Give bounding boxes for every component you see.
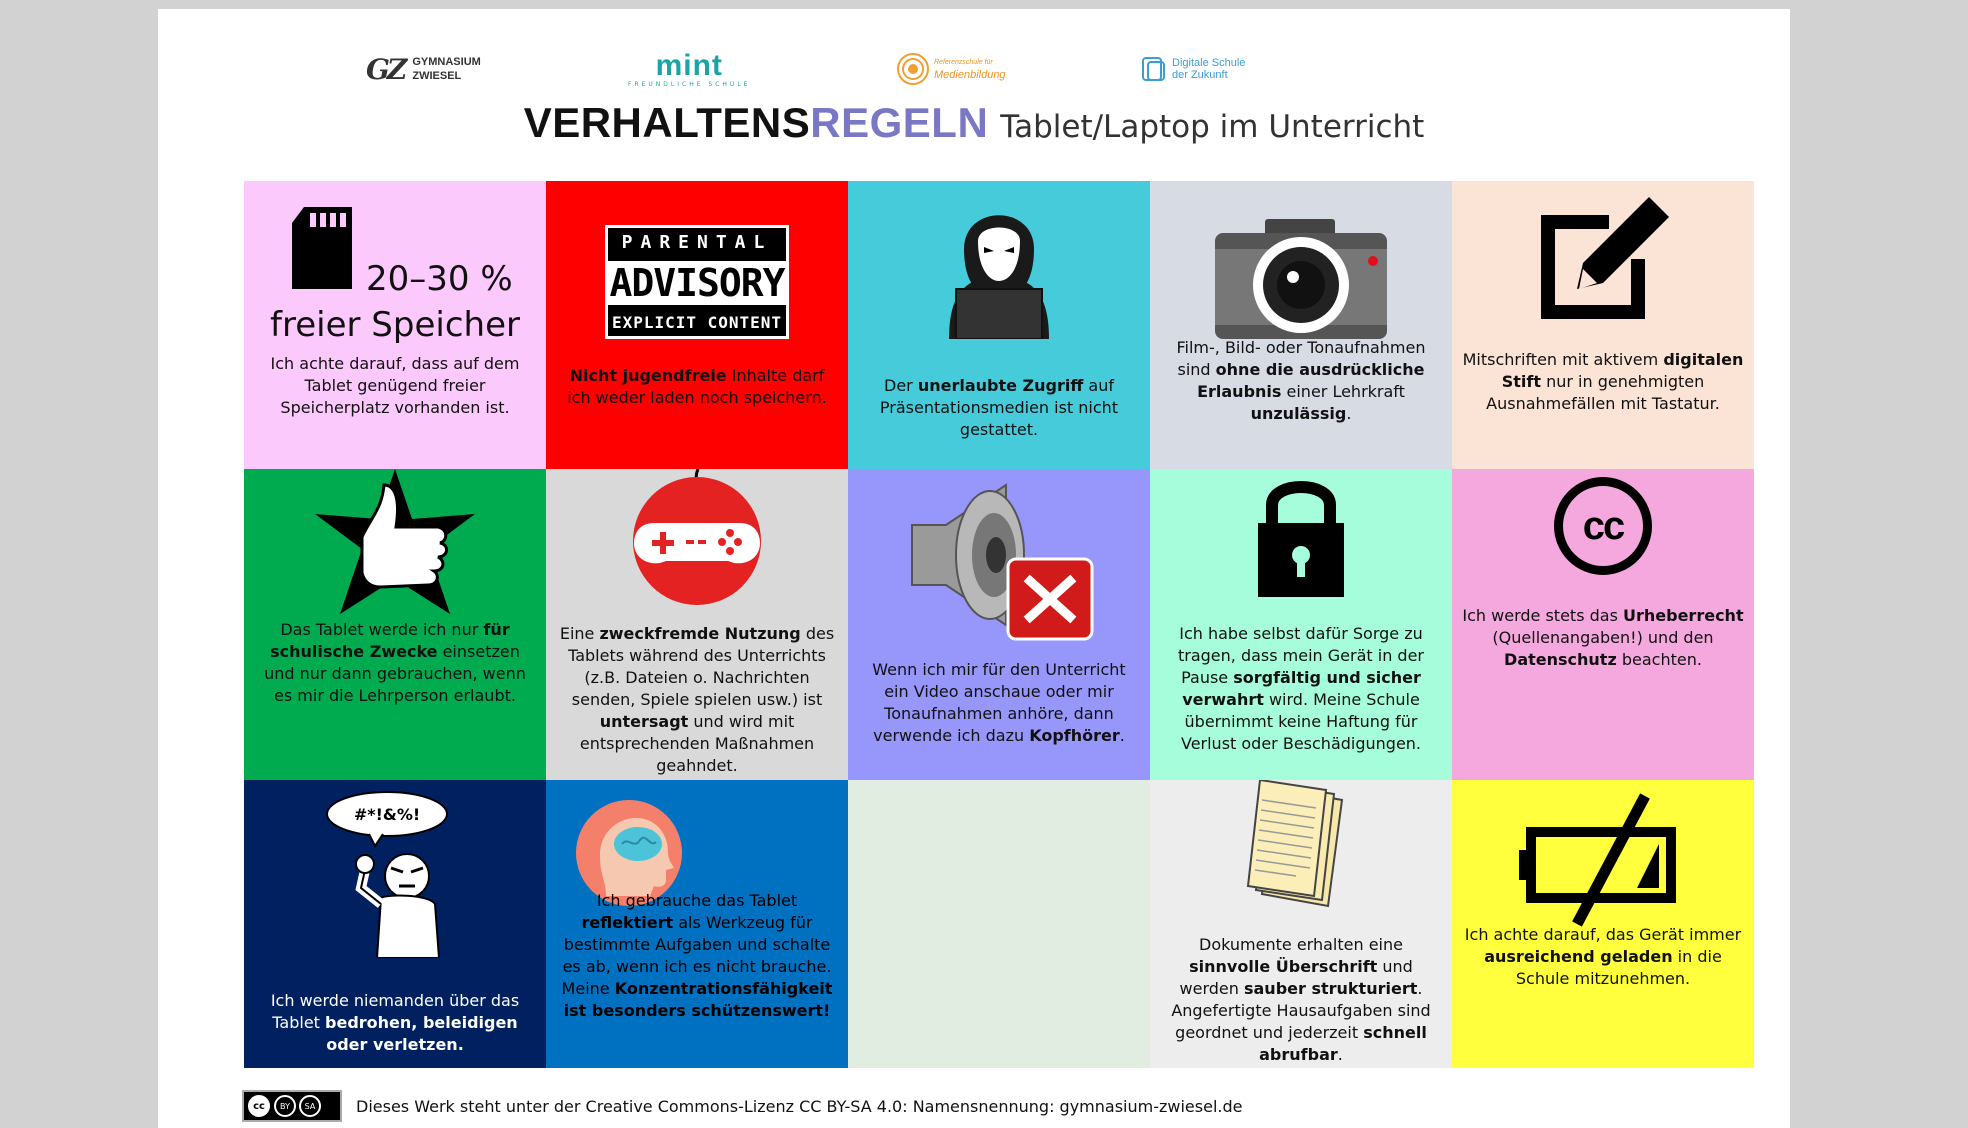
page-title [158,99,1790,147]
headphones-text: Wenn ich mir für den Unterricht ein Video anschaue oder mir Tonaufnahmen anhöre, dann verwende ich dazu Kopfhörer. [872,660,1126,745]
rule-headphones [848,469,1150,780]
cc-badge-icon: cc [248,1095,270,1117]
hacker-icon [934,189,1064,339]
pa-line1: PARENTAL [621,232,773,253]
storage-headline: freier Speicher [270,305,520,345]
rule-secure-storage [1150,469,1452,780]
medienbildung-small: Referenzschule für [934,59,993,66]
digitale-schule-line2: der Zukunft [1172,69,1228,81]
rule-digital-pen [1452,181,1754,469]
copyright-text: Ich werde stets das Urheberrecht (Quellenangaben!) und den Datenschutz beachten. [1462,606,1744,669]
rule-school-purpose [244,469,546,780]
pen-text: Mitschriften mit aktivem digitalen Stift nur in genehmigten Ausnahmefällen mit Tastatur. [1462,350,1744,413]
rule-free-storage [244,181,546,469]
license-text: Dieses Werk steht unter der Creative Commons-Lizenz CC BY-SA 4.0: Namensnennung: gymnasium-zwiesel.de [356,1096,1243,1116]
school-purpose-text: Das Tablet werde ich nur für schulische Zwecke einsetzen und nur dann gebrauchen, wenn es mir die Lehrperson erlaubt. [264,620,526,705]
game-controller-icon [630,469,764,609]
rule-unauthorized-access [848,181,1150,469]
medienbildung-emblem-icon [896,52,930,86]
logo-bar [158,39,1790,99]
speaker-muted-icon [902,475,1096,645]
misuse-text: Eine zweckfremde Nutzung des Tablets während des Unterrichts (z.B. Dateien o. Nachrichten senden, Spiele spielen usw.) ist untersagt und wird mit entsprechenden Maßnahmen geahndet. [559,624,835,775]
rules-grid [244,181,1754,1077]
battery-text: Ich achte darauf, das Gerät immer ausreichend geladen in die Schule mitzunehmen. [1464,925,1742,988]
low-battery-icon [1517,792,1689,928]
camera-icon [1215,219,1387,339]
rule-copyright [1452,469,1754,780]
sd-card-icon [290,207,356,293]
rule-reflective-use [546,780,848,1068]
mint-logo-text: mint [655,48,723,82]
by-badge-icon: BY [274,1095,296,1117]
medienbildung-logo [896,39,1006,99]
digitale-schule-line1: Digitale Schule [1172,57,1246,69]
svg-text:#*!&%!: #*!&%! [353,805,421,824]
pa-line2: ADVISORY [609,261,785,305]
parental-advisory-icon [605,225,789,339]
recording-text: Film-, Bild- oder Tonaufnahmen sind ohne die ausdrückliche Erlaubnis einer Lehrkraft unzulässig. [1176,338,1426,423]
mint-logo [628,39,750,99]
storage-percent: 20–30 % [366,259,513,299]
document-text: Dokumente erhalten eine sinnvolle Überschrift und werden sauber strukturiert. Angefertigte Hausaufgaben sind geordnet und jederzeit schnell abrufbar. [1171,935,1431,1064]
thumbs-up-star-icon [310,469,480,619]
reflective-text: Ich gebrauche das Tablet reflektiert als Werkzeug für bestimmte Aufgaben und schalte es ab, wenn ich es nicht brauche. Meine Konzentrationsfähigkeit ist besonders schützenswert! [561,891,833,1020]
documents-icon [1246,780,1356,910]
rule-no-bullying [244,780,546,1068]
rule-document-structure [1150,780,1452,1068]
sa-badge-icon: SA [299,1095,321,1117]
padlock-icon [1254,471,1348,599]
edit-note-icon [1533,193,1673,327]
angry-person-icon [325,788,465,958]
gz-mark: GZ [366,52,405,86]
creative-commons-icon: cc [1554,477,1652,575]
license-footer [242,1088,1242,1124]
pa-line3: EXPLICIT CONTENT [611,313,783,332]
page [158,9,1790,1128]
secure-storage-text: Ich habe selbst dafür Sorge zu tragen, dass mein Gerät in der Pause sorgfältig und sicher verwahrt wird. Meine Schule übernimmt keine Haftung für Verlust oder Beschädigungen. [1177,624,1425,753]
adult-content-text: Nicht jugendfreie Inhalte darf ich weder laden noch speichern. [567,366,827,407]
digitale-schule-emblem-icon [1140,54,1168,84]
rule-no-misuse [546,469,848,780]
storage-text: Ich achte darauf, dass auf dem Tablet genügend freier Speicherplatz vorhanden ist. [270,354,520,417]
bullying-text: Ich werde niemanden über das Tablet bedrohen, beleidigen oder verletzen. [270,991,520,1054]
gz-line2: ZWIESEL [412,70,462,82]
rule-battery-charged [1452,780,1754,1068]
rule-no-recording [1150,181,1452,469]
title-part1: VERHALTENS [523,99,811,146]
cc-by-sa-badge[interactable] [242,1090,342,1122]
empty-cell [848,780,1150,1068]
title-part3: Tablet/Laptop im Unterricht [1000,109,1425,145]
title-part2: REGELN [810,99,989,146]
gymnasium-zwiesel-logo [366,39,481,99]
rule-no-adult-content [546,181,848,469]
mint-logo-subtext: FREUNDLICHE SCHULE [628,80,751,88]
medienbildung-big: Medienbildung [934,69,1006,81]
gz-line1: GYMNASIUM [412,56,481,68]
access-text: Der unerlaubte Zugriff auf Präsentationsmedien ist nicht gestattet. [879,376,1119,439]
digitale-schule-logo [1140,39,1245,99]
